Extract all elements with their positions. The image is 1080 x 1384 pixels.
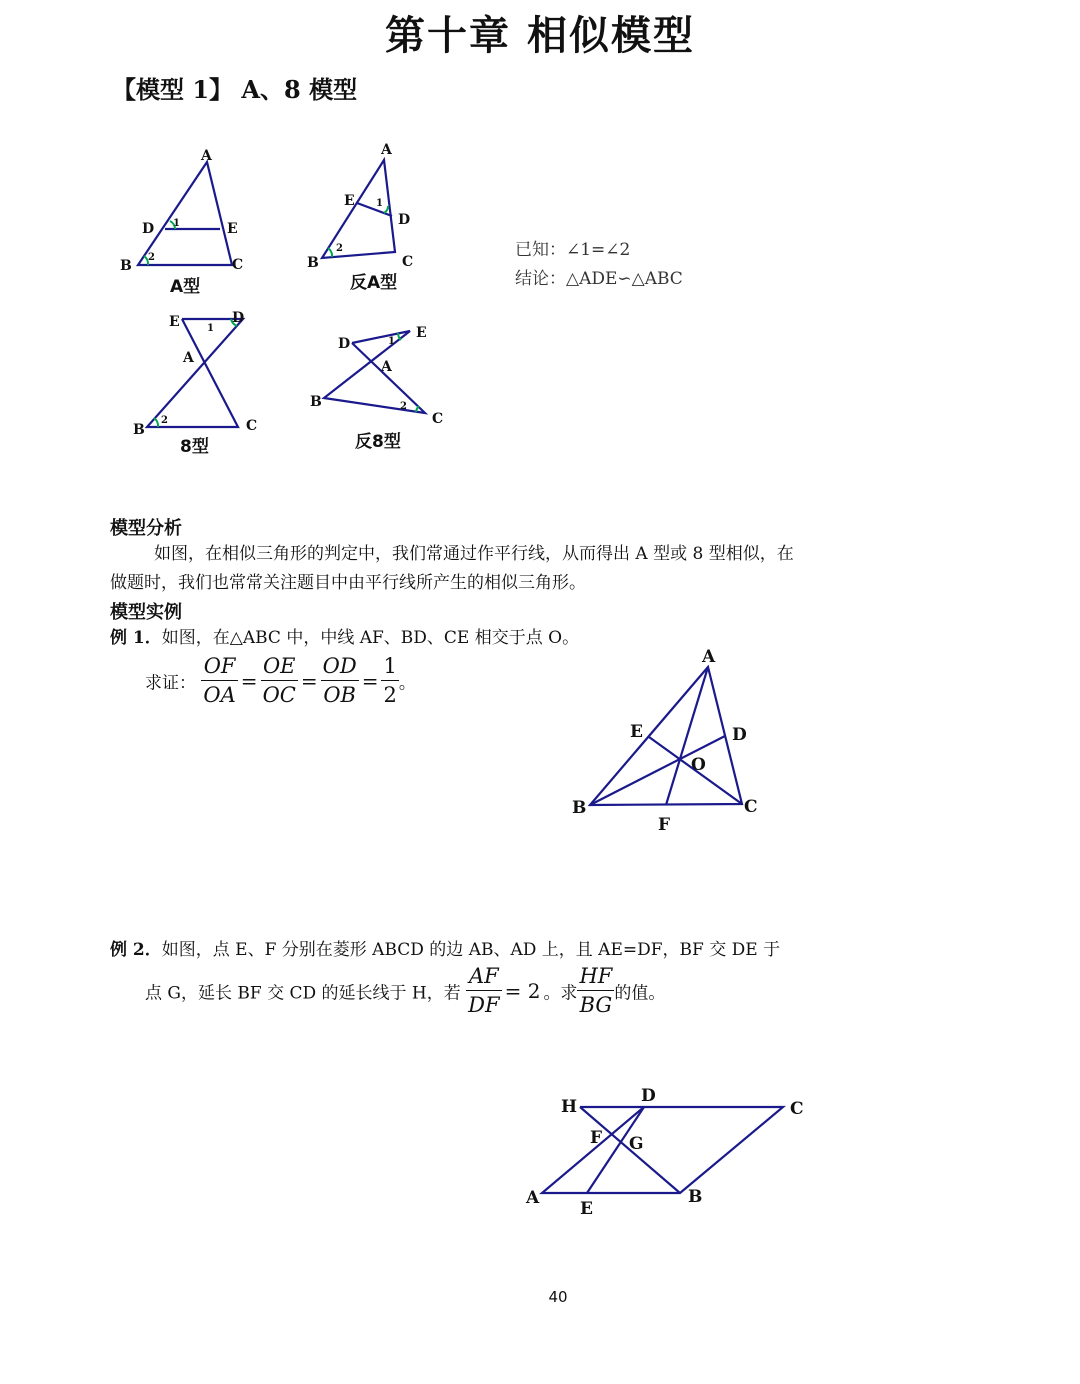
fraction-od-ob: $\frac{OD}{OB}$: [322, 654, 357, 707]
model-heading: 【模型 1】 A、8 模型: [112, 75, 358, 104]
example-2-line-2a: 点 G，延长 BF 交 CD 的延长线于 H，若: [145, 983, 461, 1004]
fraction-of-oa: $\frac{OF}{OA}$: [203, 654, 236, 707]
label-b: B: [310, 394, 322, 410]
label-b: B: [133, 422, 145, 438]
label-angle-2: 2: [161, 415, 168, 426]
label-d: D: [232, 310, 245, 326]
label-e: E: [416, 325, 427, 341]
label-c: C: [790, 1099, 804, 1119]
triangle-abc: [138, 162, 232, 265]
example-1-label: 例 1．: [110, 628, 162, 648]
label-angle-2: 2: [148, 252, 155, 263]
label-b: B: [120, 258, 132, 274]
example-2-statement: [110, 936, 780, 965]
example-2-line-2: [145, 966, 665, 1016]
figure-eight-type: [125, 305, 275, 465]
label-h: H: [561, 1097, 578, 1117]
figure-reverse-a-type: [300, 140, 450, 300]
rhombus-abcd: [542, 1107, 783, 1193]
label-a: A: [526, 1188, 540, 1208]
figure-reverse-eight-type: [305, 318, 465, 468]
median-af: [666, 667, 708, 805]
label-o: O: [691, 755, 706, 775]
page-title: 第十章 相似模型: [385, 12, 695, 59]
equals-sign: =: [300, 669, 318, 693]
conclusion-text: 结论：△ADE∽△ABC: [515, 269, 683, 289]
label-e: E: [169, 314, 180, 330]
caption-reverse-a-type: 反A型: [350, 273, 398, 293]
label-e: E: [227, 221, 238, 237]
label-angle-1: 1: [173, 218, 180, 229]
label-a: A: [183, 350, 194, 366]
angle-1-arc: [384, 206, 388, 213]
label-a: A: [381, 142, 392, 158]
example-2-line-1: 如图，点 E、F 分别在菱形 ABCD 的边 AB、AD 上，且 AE=DF，BF 交 DE 于: [161, 940, 781, 960]
label-angle-2: 2: [400, 401, 407, 412]
analysis-line-2: 做题时，我们也常常关注题目中由平行线所产生的相似三角形。: [110, 573, 586, 593]
label-a: A: [201, 148, 212, 164]
label-c: C: [744, 797, 758, 817]
caption-reverse-eight-type: 反8型: [355, 432, 401, 452]
angle-2-arc: [328, 248, 332, 257]
fraction-oe-oc: $\frac{OE}{OC}$: [262, 654, 296, 707]
page-number: 40: [548, 1288, 568, 1306]
examples-heading: 模型实例: [110, 602, 182, 623]
caption-eight-type: 8型: [180, 437, 209, 457]
label-a: A: [702, 647, 716, 667]
equals-sign: =: [240, 669, 258, 693]
label-angle-1: 1: [376, 198, 383, 209]
label-e: E: [630, 722, 643, 742]
figure-example-2-rhombus: [520, 1080, 820, 1220]
angle-2-arc: [154, 418, 158, 427]
label-c: C: [232, 257, 244, 273]
prove-suffix: 。: [398, 673, 416, 694]
label-angle-1: 1: [388, 336, 395, 347]
eight-shape: [147, 319, 243, 427]
example-1-statement: [110, 624, 579, 653]
label-angle-2: 2: [336, 243, 343, 254]
figure-a-type: [110, 140, 260, 300]
example-2-line-2c: 的值。: [614, 983, 666, 1004]
fraction-af-df: $\frac{AF}{DF}$: [468, 964, 500, 1017]
label-c: C: [402, 254, 414, 270]
example-1-text: 如图，在△ABC 中，中线 AF、BD、CE 相交于点 O。: [161, 628, 580, 648]
triangle-abc: [590, 667, 742, 805]
label-e: E: [344, 193, 355, 209]
label-b: B: [688, 1187, 703, 1207]
label-d: D: [732, 725, 747, 745]
label-d: D: [338, 336, 351, 352]
prove-prefix: 求证：: [145, 673, 196, 694]
example-1-prove: [145, 656, 416, 706]
label-b: B: [572, 798, 587, 818]
label-d: D: [641, 1086, 656, 1106]
triangle-abc: [322, 160, 395, 258]
example-2-line-2b: 。求: [543, 983, 578, 1004]
label-d: D: [398, 212, 411, 228]
label-a: A: [381, 359, 392, 375]
fraction-hf-bg: $\frac{HF}{BG}$: [579, 964, 613, 1017]
given-conclusion-block: [515, 236, 683, 294]
label-angle-1: 1: [207, 323, 214, 334]
label-f: F: [658, 815, 671, 835]
label-e: E: [580, 1199, 593, 1219]
equals-two: = 2: [504, 979, 541, 1003]
figure-example-1-triangle: [560, 640, 780, 840]
analysis-heading: 模型分析: [110, 518, 182, 539]
caption-a-type: A型: [170, 277, 201, 297]
label-f: F: [590, 1128, 603, 1148]
label-d: D: [142, 221, 155, 237]
equals-sign: =: [361, 669, 379, 693]
label-b: B: [307, 255, 319, 271]
label-c: C: [246, 418, 258, 434]
example-2-label: 例 2．: [110, 940, 162, 960]
label-g: G: [629, 1134, 644, 1154]
given-text: 已知：∠1=∠2: [515, 240, 631, 260]
analysis-line-1: 如图，在相似三角形的判定中，我们常通过作平行线，从而得出 A 型或 8 型相似，在: [154, 544, 794, 564]
label-c: C: [432, 411, 444, 427]
fraction-one-half: $\frac{1}{2}$: [383, 654, 397, 707]
